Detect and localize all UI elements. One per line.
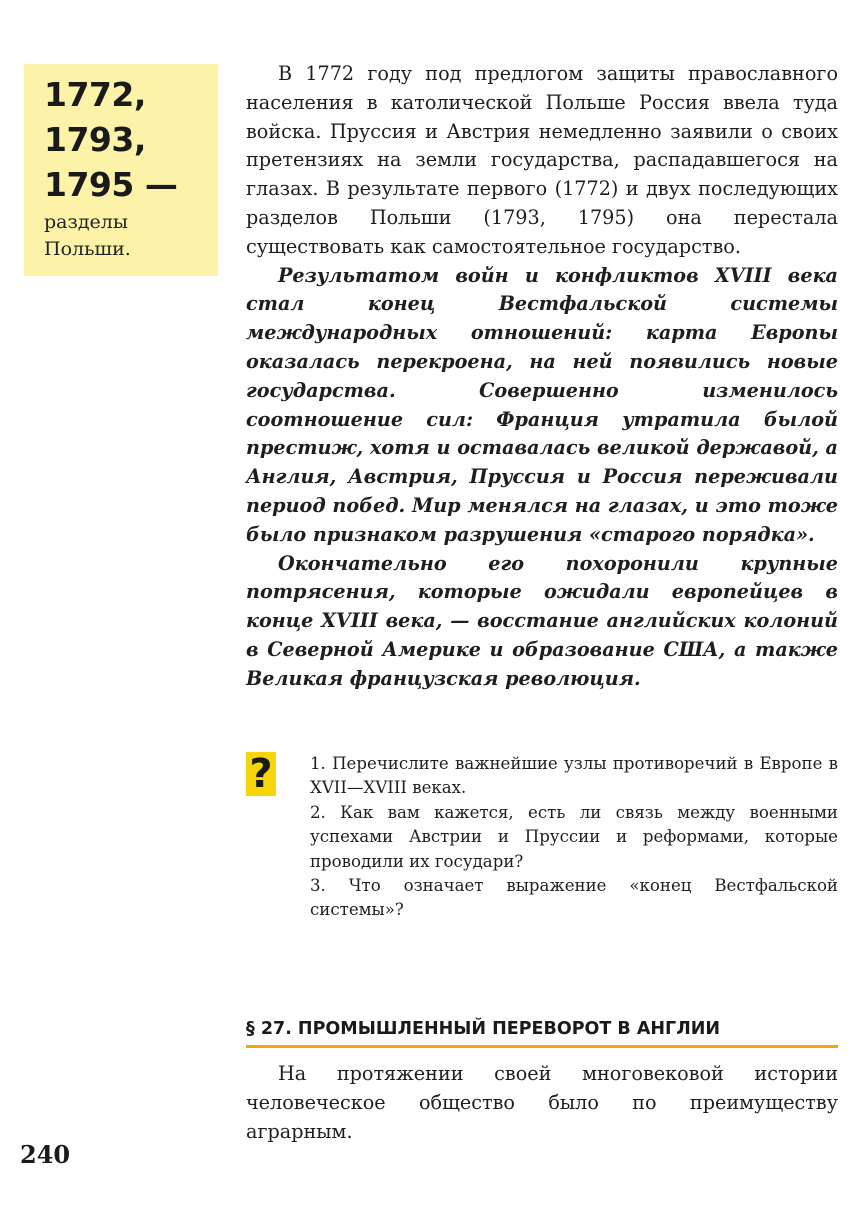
- paragraph: На протяжении своей многовековой истории человеческое общество было по преимуществу аграрным.: [246, 1062, 838, 1143]
- section-intro: [246, 1060, 838, 1146]
- sidenote-caption-line: разделы: [44, 211, 128, 233]
- question-item: 2. Как вам кажется, есть ли связь между военными успехами Австрии и Пруссии и реформами, которые проводили их государи?: [310, 802, 838, 871]
- paragraph-italic: Окончательно его похоронили крупные потрясения, которые ожидали европейцев в конце XVIII века, — восстание английских колоний в Северной Америке и образование США, а также Великая французская революция.: [246, 551, 838, 690]
- paragraph-italic: Результатом войн и конфликтов XVIII века стал конец Вестфальской системы международных отношений: карта Европы оказалась перекроена, на ней появились новые государства. Совершенно изменилось соотношение сил: Франция утратила былой престиж, хотя и оставалась великой державой, а Англия, Австрия, Пруссия и Россия переживали период побед. Мир менялся на глазах, и это тоже было признаком разрушения «старого порядка».: [246, 263, 838, 546]
- sidenote-dates: [24, 64, 218, 276]
- paragraph: В 1772 году под предлогом защиты православного населения в католической Польше Россия ввела туда войска. Пруссия и Австрия немедленно заявили о своих претензиях на земли государства, распадавшегося на глазах. В результате первого (1772) и двух последующих разделов Польши (1793, 1795) она перестала существовать как самостоятельное государство.: [246, 62, 838, 258]
- main-text: [246, 60, 838, 694]
- sidenote-year: 1795 —: [44, 165, 178, 204]
- sidenote-caption: [44, 209, 208, 263]
- question-mark-icon: ?: [246, 752, 276, 796]
- sidenote-year: 1772,: [44, 75, 146, 114]
- sidenote-caption-line: Польши.: [44, 238, 131, 260]
- section-heading: § 27. ПРОМЫШЛЕННЫЙ ПЕРЕВОРОТ В АНГЛИИ: [246, 1018, 838, 1048]
- question-item: 3. Что означает выражение «конец Вестфальской системы»?: [310, 876, 838, 920]
- sidenote-year: 1793,: [44, 120, 146, 159]
- question-item: 1. Перечислите важнейшие узлы противоречий в Европе в XVII—XVIII веках.: [310, 754, 838, 798]
- question-list: [310, 752, 838, 923]
- page-number: 240: [20, 1140, 71, 1169]
